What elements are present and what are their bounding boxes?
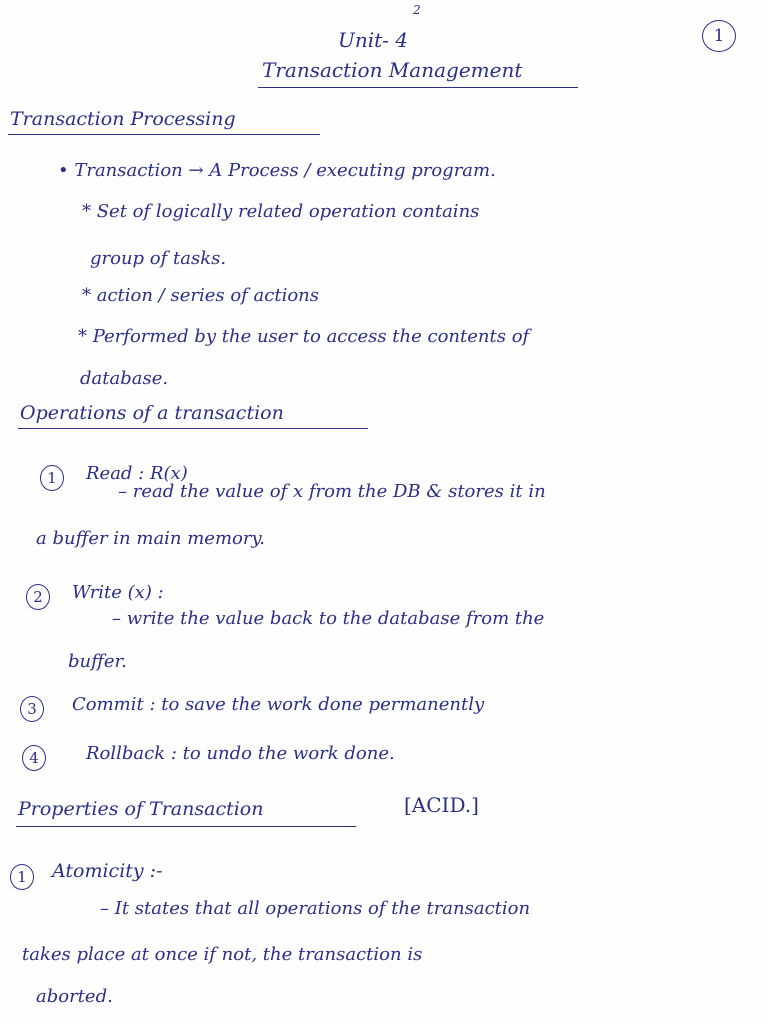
operation-2-desc-1: – write the value back to the database from the — [112, 608, 545, 629]
processing-line-3: group of tasks. — [90, 248, 227, 269]
processing-line-4: * action / series of actions — [82, 285, 320, 306]
property-1-desc-3: aborted. — [36, 986, 113, 1007]
operation-1-number: 1 — [40, 465, 64, 491]
operation-2-label: Write (x) : — [72, 582, 164, 603]
operation-2-desc-2: buffer. — [68, 651, 127, 672]
processing-line-6: database. — [80, 368, 169, 389]
operation-4-label: Rollback : to undo the work done. — [86, 743, 395, 764]
page-marker: 2 — [413, 3, 421, 17]
page-title-underline — [258, 87, 578, 88]
operation-1-desc-1: – read the value of x from the DB & stores it in — [118, 481, 546, 502]
property-1-desc-2: takes place at once if not, the transaction is — [22, 944, 423, 965]
section-heading-properties: Properties of Transaction — [18, 798, 264, 820]
section-heading-processing: Transaction Processing — [10, 108, 236, 130]
section-underline-operations — [18, 428, 368, 429]
page-title: Transaction Management — [262, 58, 523, 82]
acid-bracket: [ACID.] — [404, 793, 479, 817]
operation-2-number: 2 — [26, 584, 50, 610]
operation-3-label: Commit : to save the work done permanently — [72, 694, 485, 715]
property-1-label: Atomicity :- — [52, 860, 163, 882]
processing-line-1: • Transaction → A Process / executing program. — [58, 160, 496, 181]
property-1-desc-1: – It states that all operations of the transaction — [100, 898, 531, 919]
operation-1-desc-2: a buffer in main memory. — [36, 528, 265, 549]
operation-3-number: 3 — [20, 696, 44, 722]
operation-4-number: 4 — [22, 745, 46, 771]
page-number-circle: 1 — [702, 20, 736, 52]
section-underline-processing — [8, 134, 320, 135]
unit-title: Unit- 4 — [338, 28, 409, 52]
operation-1-label: Read : R(x) — [86, 463, 188, 484]
section-heading-operations: Operations of a transaction — [20, 402, 284, 424]
section-underline-properties — [16, 826, 356, 827]
property-1-number: 1 — [10, 864, 34, 890]
processing-line-5: * Performed by the user to access the contents of — [78, 326, 530, 347]
processing-line-2: * Set of logically related operation contains — [82, 201, 480, 222]
